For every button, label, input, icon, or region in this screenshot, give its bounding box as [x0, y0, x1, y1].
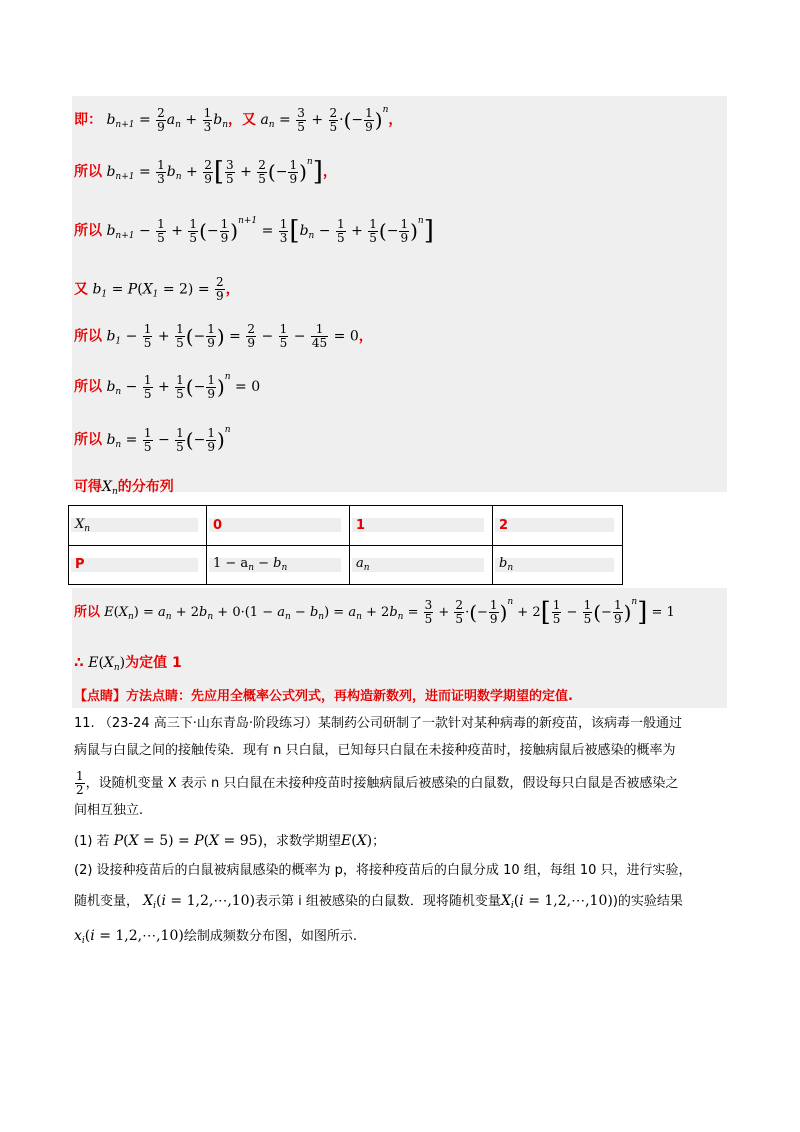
- problem-line-4: 间相互独立.: [74, 803, 144, 818]
- solution-line-4: 又 $b_1 = P(X_1 = 2)$ = $\frac{2}{9}$ ，: [74, 275, 240, 303]
- table-row: $X_n$ 0 1 2: [69, 506, 623, 546]
- tip-line: 【点睛】方法点睛：先应用全概率公式列式，再构造新数列，进而证明数学期望的定值.: [74, 689, 573, 704]
- table-row: P $1 - a_n - b_n$ $a_n$ $b_n$: [69, 545, 623, 585]
- problem-source: （23-24 高三下·山东青岛·阶段练习）: [98, 716, 319, 731]
- solution-line-3: 所以 $b_{n+1}$ − $\frac{1}{5}$ + $\frac{1}{5}$ (− $\frac{1}{9}$ )$^{n+1}$ = $\frac{1}{3}$ [$b_n$ − $\frac{1}{5}$ + $\frac{1}{5}$ (− $\frac{1}{9}$ )$^n$]: [74, 216, 434, 246]
- solution-line-1: 即： $b_{n+1}$ = $\frac{2}{9}$ $a_n$ + $\frac{1}{3}$ $b_n$，又 $a_n$ = $\frac{3}{5}$ + $\frac{2}{5}$ ·(− $\frac{1}{9}$ )$^n$，: [74, 105, 403, 134]
- solution-line-7: 所以 $b_n$ = $\frac{1}{5}$ − $\frac{1}{5}$ (− $\frac{1}{9}$ )$^n$: [74, 425, 231, 454]
- question-2-line-3: $x_i(i$ = 1,2,⋯,10)绘制成频数分布图，如图所示.: [74, 928, 357, 946]
- conclusion-line: ∴ $E(X_n)$为定值 1: [74, 655, 182, 673]
- question-2-line-2: 随机变量， $X_i(i$ = 1,2,⋯,10)表示第 i 组被感染的白鼠数．现将随机变量$X_i(i$ = 1,2,⋯,10))的实验结果: [74, 893, 683, 911]
- problem-line-1: 11. （23-24 高三下·山东青岛·阶段练习）某制药公司研制了一款针对某种病毒的新疫苗，该病毒一般通过: [74, 716, 683, 731]
- solution-line-5: 所以 $b_1$ − $\frac{1}{5}$ + $\frac{1}{5}$ (− $\frac{1}{9}$ ) = $\frac{2}{9}$ − $\frac{1}{5}$ − $\frac{1}{45}$ = 0，: [74, 322, 373, 350]
- solution-line-8: 可得$X_n$的分布列: [74, 479, 174, 497]
- problem-line-3: $\frac{1}{2}$ ，设随机变量 X 表示 n 只白鼠在未接种疫苗时接触病鼠后被感染的白鼠数，假设每只白鼠是否被感染之: [76, 769, 679, 797]
- expectation-line: 所以 $E(X_n) = a_n + 2b_n + 0\cdot(1 - a_n - b_n) = a_n + 2b_n$ = $\frac{3}{5}$ + $\frac{2}{5}$ ·(− $\frac{1}{9}$ )$^n$ + 2[ $\frac{1}{5}$ − $\frac{1}{5}$ (− $\frac{1}{9}$ )$^n$] = 1: [74, 597, 675, 628]
- distribution-table: [68, 505, 623, 585]
- solution-line-6: 所以 $b_n$ − $\frac{1}{5}$ + $\frac{1}{5}$ (− $\frac{1}{9}$ )$^n$ = 0: [74, 372, 261, 401]
- problem-number: 11.: [74, 716, 95, 731]
- problem-line-2: 病鼠与白鼠之间的接触传染．现有 n 只白鼠，已知每只白鼠在未接种疫苗时，接触病鼠后被感染的概率为: [74, 743, 676, 758]
- question-2-line-1: (2) 设接种疫苗后的白鼠被病鼠感染的概率为 p，将接种疫苗后的白鼠分成 10 组，每组 10 只，进行实验，: [74, 863, 692, 878]
- solution-line-2: 所以 $b_{n+1}$ = $\frac{1}{3}$ $b_n$ + $\frac{2}{9}$ [ $\frac{3}{5}$ + $\frac{2}{5}$ (− $\frac{1}{9}$ )$^n$]，: [74, 157, 337, 187]
- question-1: (1) 若 P(X = 5) = P(X = 95)，求数学期望E(X)；: [74, 833, 386, 849]
